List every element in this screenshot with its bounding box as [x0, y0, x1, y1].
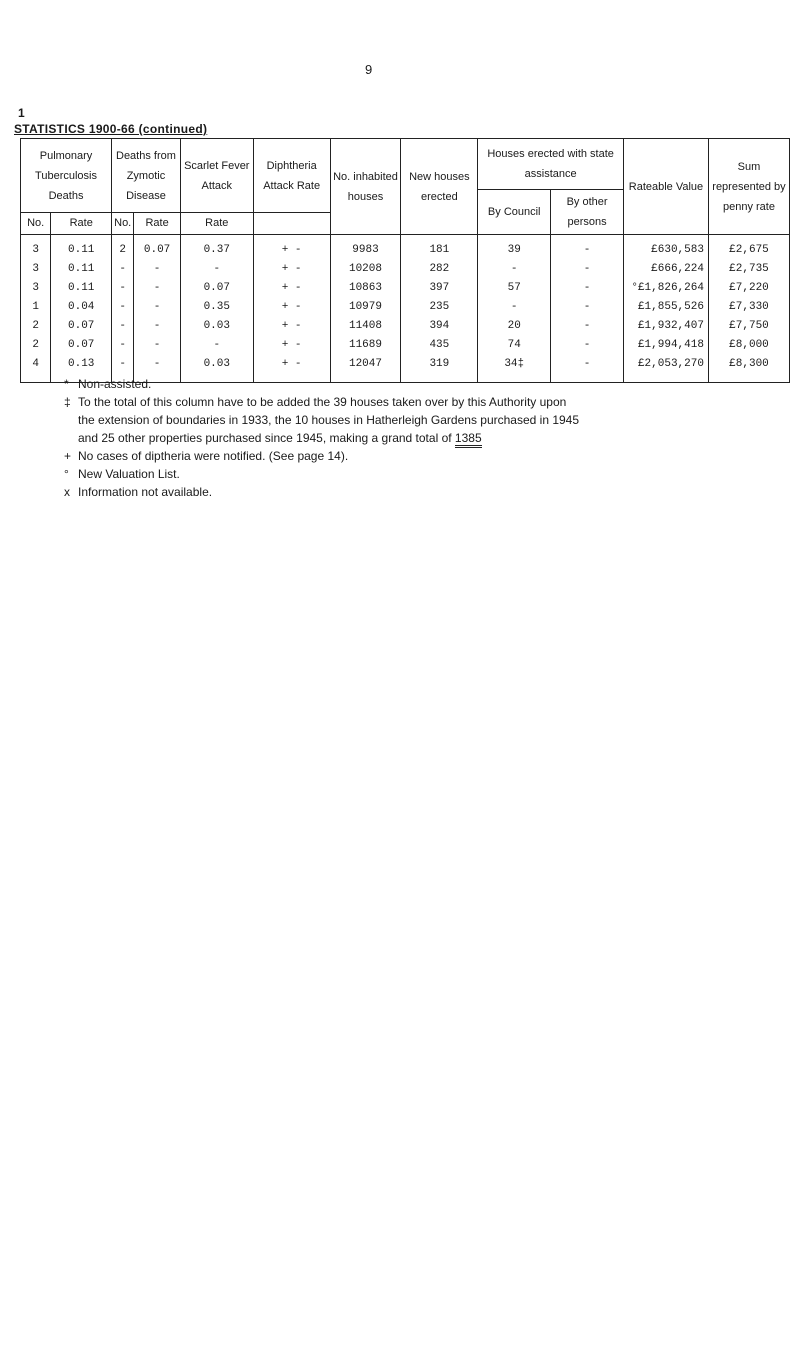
- header-pulmonary: Pulmonary Tuberculosis Deaths: [21, 139, 112, 213]
- cell-rateable-value: £1,994,418: [623, 336, 708, 355]
- cell-diphtheria-rate: + -: [253, 298, 330, 317]
- cell-new-houses: 397: [401, 279, 478, 298]
- footnote-valuation: ° New Valuation List.: [64, 467, 180, 481]
- cell-scarlet-rate: 0.37: [180, 235, 253, 261]
- cell-scarlet-rate: -: [180, 260, 253, 279]
- header-by-council: By Council: [478, 190, 551, 235]
- cell-scarlet-rate: 0.03: [180, 317, 253, 336]
- cell-by-other-persons: -: [551, 235, 624, 261]
- header-scarlet: Scarlet Fever Attack: [180, 139, 253, 213]
- cell-sum-penny-rate: £8,300: [708, 355, 789, 383]
- cell-zymotic-rate: -: [134, 336, 181, 355]
- cell-pulmonary-rate: 0.04: [51, 298, 112, 317]
- cell-zymotic-no: -: [112, 298, 134, 317]
- header-scarlet-rate: Rate: [180, 213, 253, 235]
- cell-zymotic-rate: 0.07: [134, 235, 181, 261]
- section-number: 1: [18, 106, 25, 120]
- page-number: 9: [365, 62, 373, 77]
- footnote-houses-total-line2: the extension of boundaries in 1933, the 10 houses in Hatherleigh Gardens purchased in 1945: [78, 413, 580, 427]
- cell-scarlet-rate: 0.07: [180, 279, 253, 298]
- cell-inhabited-houses: 11408: [330, 317, 401, 336]
- cell-zymotic-no: -: [112, 355, 134, 383]
- header-sum-penny-rate: Sum represented by penny rate: [708, 139, 789, 235]
- cell-by-council: 20: [478, 317, 551, 336]
- cell-new-houses: 435: [401, 336, 478, 355]
- cell-rateable-value: £2,053,270: [623, 355, 708, 383]
- table-row: [21, 317, 790, 336]
- cell-diphtheria-rate: + -: [253, 317, 330, 336]
- header-diphtheria-blank: [253, 213, 330, 235]
- page-title: [14, 122, 207, 136]
- cell-pulmonary-no: 3: [21, 260, 51, 279]
- cell-new-houses: 282: [401, 260, 478, 279]
- statistics-table: [20, 138, 790, 383]
- cell-diphtheria-rate: + -: [253, 279, 330, 298]
- cell-pulmonary-no: 2: [21, 317, 51, 336]
- cell-zymotic-rate: -: [134, 317, 181, 336]
- footnotes: [64, 375, 764, 501]
- cell-sum-penny-rate: £8,000: [708, 336, 789, 355]
- cell-by-other-persons: -: [551, 260, 624, 279]
- cell-by-council: -: [478, 298, 551, 317]
- cell-zymotic-rate: -: [134, 298, 181, 317]
- cell-inhabited-houses: 10979: [330, 298, 401, 317]
- cell-new-houses: 181: [401, 235, 478, 261]
- cell-zymotic-no: -: [112, 279, 134, 298]
- footnote-houses-total-line3: and 25 other properties purchased since 1945, making a grand total of 1385: [64, 429, 764, 447]
- cell-by-council: -: [478, 260, 551, 279]
- cell-sum-penny-rate: £7,750: [708, 317, 789, 336]
- cell-pulmonary-rate: 0.07: [51, 317, 112, 336]
- cell-zymotic-no: 2: [112, 235, 134, 261]
- cell-sum-penny-rate: £7,220: [708, 279, 789, 298]
- table-body: [21, 235, 790, 383]
- cell-inhabited-houses: 11689: [330, 336, 401, 355]
- header-inhabited-houses: No. inhabited houses: [330, 139, 401, 235]
- cell-by-other-persons: -: [551, 355, 624, 383]
- footnote-diphtheria: + No cases of diptheria were notified. (See page 14).: [64, 449, 349, 463]
- cell-by-council: 39: [478, 235, 551, 261]
- cell-pulmonary-no: 3: [21, 235, 51, 261]
- cell-pulmonary-rate: 0.07: [51, 336, 112, 355]
- cell-pulmonary-no: 4: [21, 355, 51, 383]
- footnote-not-available: x Information not available.: [64, 485, 213, 499]
- cell-scarlet-rate: 0.35: [180, 298, 253, 317]
- header-zymotic-no: No.: [112, 213, 134, 235]
- table-row: [21, 279, 790, 298]
- cell-inhabited-houses: 9983: [330, 235, 401, 261]
- cell-pulmonary-no: 3: [21, 279, 51, 298]
- header-by-other-persons: By other persons: [551, 190, 624, 235]
- header-diphtheria: Diphtheria Attack Rate: [253, 139, 330, 213]
- cell-inhabited-houses: 10208: [330, 260, 401, 279]
- cell-diphtheria-rate: + -: [253, 336, 330, 355]
- cell-by-council: 74: [478, 336, 551, 355]
- footnote-non-assisted: * Non-assisted.: [64, 377, 152, 391]
- header-houses-state: Houses erected with state assistance: [478, 139, 624, 190]
- header-zymotic: Deaths from Zymotic Disease: [112, 139, 181, 213]
- cell-pulmonary-no: 1: [21, 298, 51, 317]
- cell-new-houses: 235: [401, 298, 478, 317]
- cell-pulmonary-rate: 0.11: [51, 260, 112, 279]
- cell-pulmonary-rate: 0.11: [51, 279, 112, 298]
- cell-sum-penny-rate: £2,675: [708, 235, 789, 261]
- cell-rateable-value: £666,224: [623, 260, 708, 279]
- cell-sum-penny-rate: £2,735: [708, 260, 789, 279]
- cell-diphtheria-rate: + -: [253, 235, 330, 261]
- table-row: [21, 298, 790, 317]
- cell-zymotic-rate: -: [134, 260, 181, 279]
- header-pulmonary-no: No.: [21, 213, 51, 235]
- cell-rateable-value: £1,932,407: [623, 317, 708, 336]
- cell-by-council: 34‡: [478, 355, 551, 383]
- table-row: [21, 260, 790, 279]
- cell-zymotic-no: -: [112, 336, 134, 355]
- header-new-houses: New houses erected: [401, 139, 478, 235]
- cell-pulmonary-rate: 0.11: [51, 235, 112, 261]
- cell-rateable-value: £630,583: [623, 235, 708, 261]
- cell-by-other-persons: -: [551, 336, 624, 355]
- cell-sum-penny-rate: £7,330: [708, 298, 789, 317]
- cell-rateable-value: £1,855,526: [623, 298, 708, 317]
- cell-new-houses: 319: [401, 355, 478, 383]
- cell-by-council: 57: [478, 279, 551, 298]
- table-row: [21, 235, 790, 261]
- cell-zymotic-rate: -: [134, 279, 181, 298]
- cell-zymotic-no: -: [112, 317, 134, 336]
- cell-by-other-persons: -: [551, 298, 624, 317]
- cell-zymotic-no: -: [112, 260, 134, 279]
- cell-zymotic-rate: -: [134, 355, 181, 383]
- cell-new-houses: 394: [401, 317, 478, 336]
- table-row: [21, 336, 790, 355]
- cell-rateable-value: °£1,826,264: [623, 279, 708, 298]
- cell-scarlet-rate: -: [180, 336, 253, 355]
- cell-by-other-persons: -: [551, 317, 624, 336]
- cell-scarlet-rate: 0.03: [180, 355, 253, 383]
- cell-inhabited-houses: 12047: [330, 355, 401, 383]
- cell-pulmonary-rate: 0.13: [51, 355, 112, 383]
- footnote-houses-total: ‡ To the total of this column have to be added the 39 houses taken over by this Authority upon: [64, 395, 567, 409]
- header-rateable-value: Rateable Value: [623, 139, 708, 235]
- cell-inhabited-houses: 10863: [330, 279, 401, 298]
- page-title-text: STATISTICS 1900-66 (continued): [14, 122, 208, 136]
- cell-pulmonary-no: 2: [21, 336, 51, 355]
- cell-diphtheria-rate: + -: [253, 260, 330, 279]
- cell-diphtheria-rate: + -: [253, 355, 330, 383]
- header-pulmonary-rate: Rate: [51, 213, 112, 235]
- header-zymotic-rate: Rate: [134, 213, 181, 235]
- grand-total: 1385: [455, 431, 482, 448]
- cell-by-other-persons: -: [551, 279, 624, 298]
